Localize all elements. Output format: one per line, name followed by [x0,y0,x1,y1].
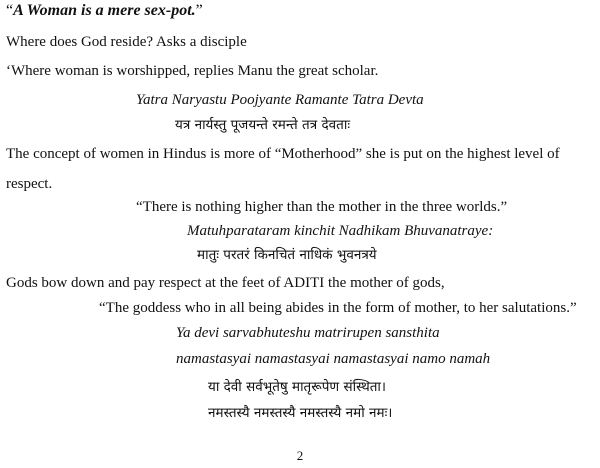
mother-quote: “There is nothing higher than the mother in the three worlds.” [136,199,508,215]
goddess-quote: “The goddess who in all being abides in the form of mother, to her salutations.” [99,300,577,316]
heading-text: A Woman is a mere sex-pot. [13,2,196,19]
verse-devanagari-3a: या देवी सर्वभूतेषु मातृरूपेण संस्थिता। [208,379,387,395]
motherhood-paragraph: The concept of women in Hindus is more of “Motherhood” she is put on the highest level of [6,146,560,162]
verse-devanagari-3b: नमस्तस्यै नमस्तस्यै नमस्तस्यै नमो नमः। [208,405,393,421]
page-number: 2 [296,448,304,463]
heading-close-quote: ” [195,2,203,19]
verse-transliteration-3b: namastasyai namastasyai namastasyai namo namah [176,351,491,367]
aditi-sentence: Gods bow down and pay respect at the feet of ADITI the mother of gods, [6,275,445,291]
disciple-question: Where does God reside? Asks a disciple [6,34,247,50]
verse-transliteration-1: Yatra Naryastu Poojyante Ramante Tatra Devta [136,92,424,108]
manu-reply: ‘Where woman is worshipped, replies Manu the great scholar. [6,63,379,79]
motherhood-paragraph-end: respect. [6,176,53,192]
page-heading [6,2,203,20]
verse-devanagari-1: यत्र नार्यस्तु पूजयन्ते रमन्ते तत्र देवताः [175,117,351,133]
verse-devanagari-2: मातुः परतरं किनचितं नाधिकं भुवनत्रये [197,247,377,263]
heading-open-quote: “ [6,2,14,19]
verse-transliteration-2: Matuhparataram kinchit Nadhikam Bhuvanatraye: [187,223,494,239]
verse-transliteration-3a: Ya devi sarvabhuteshu matrirupen sansthita [176,325,440,341]
